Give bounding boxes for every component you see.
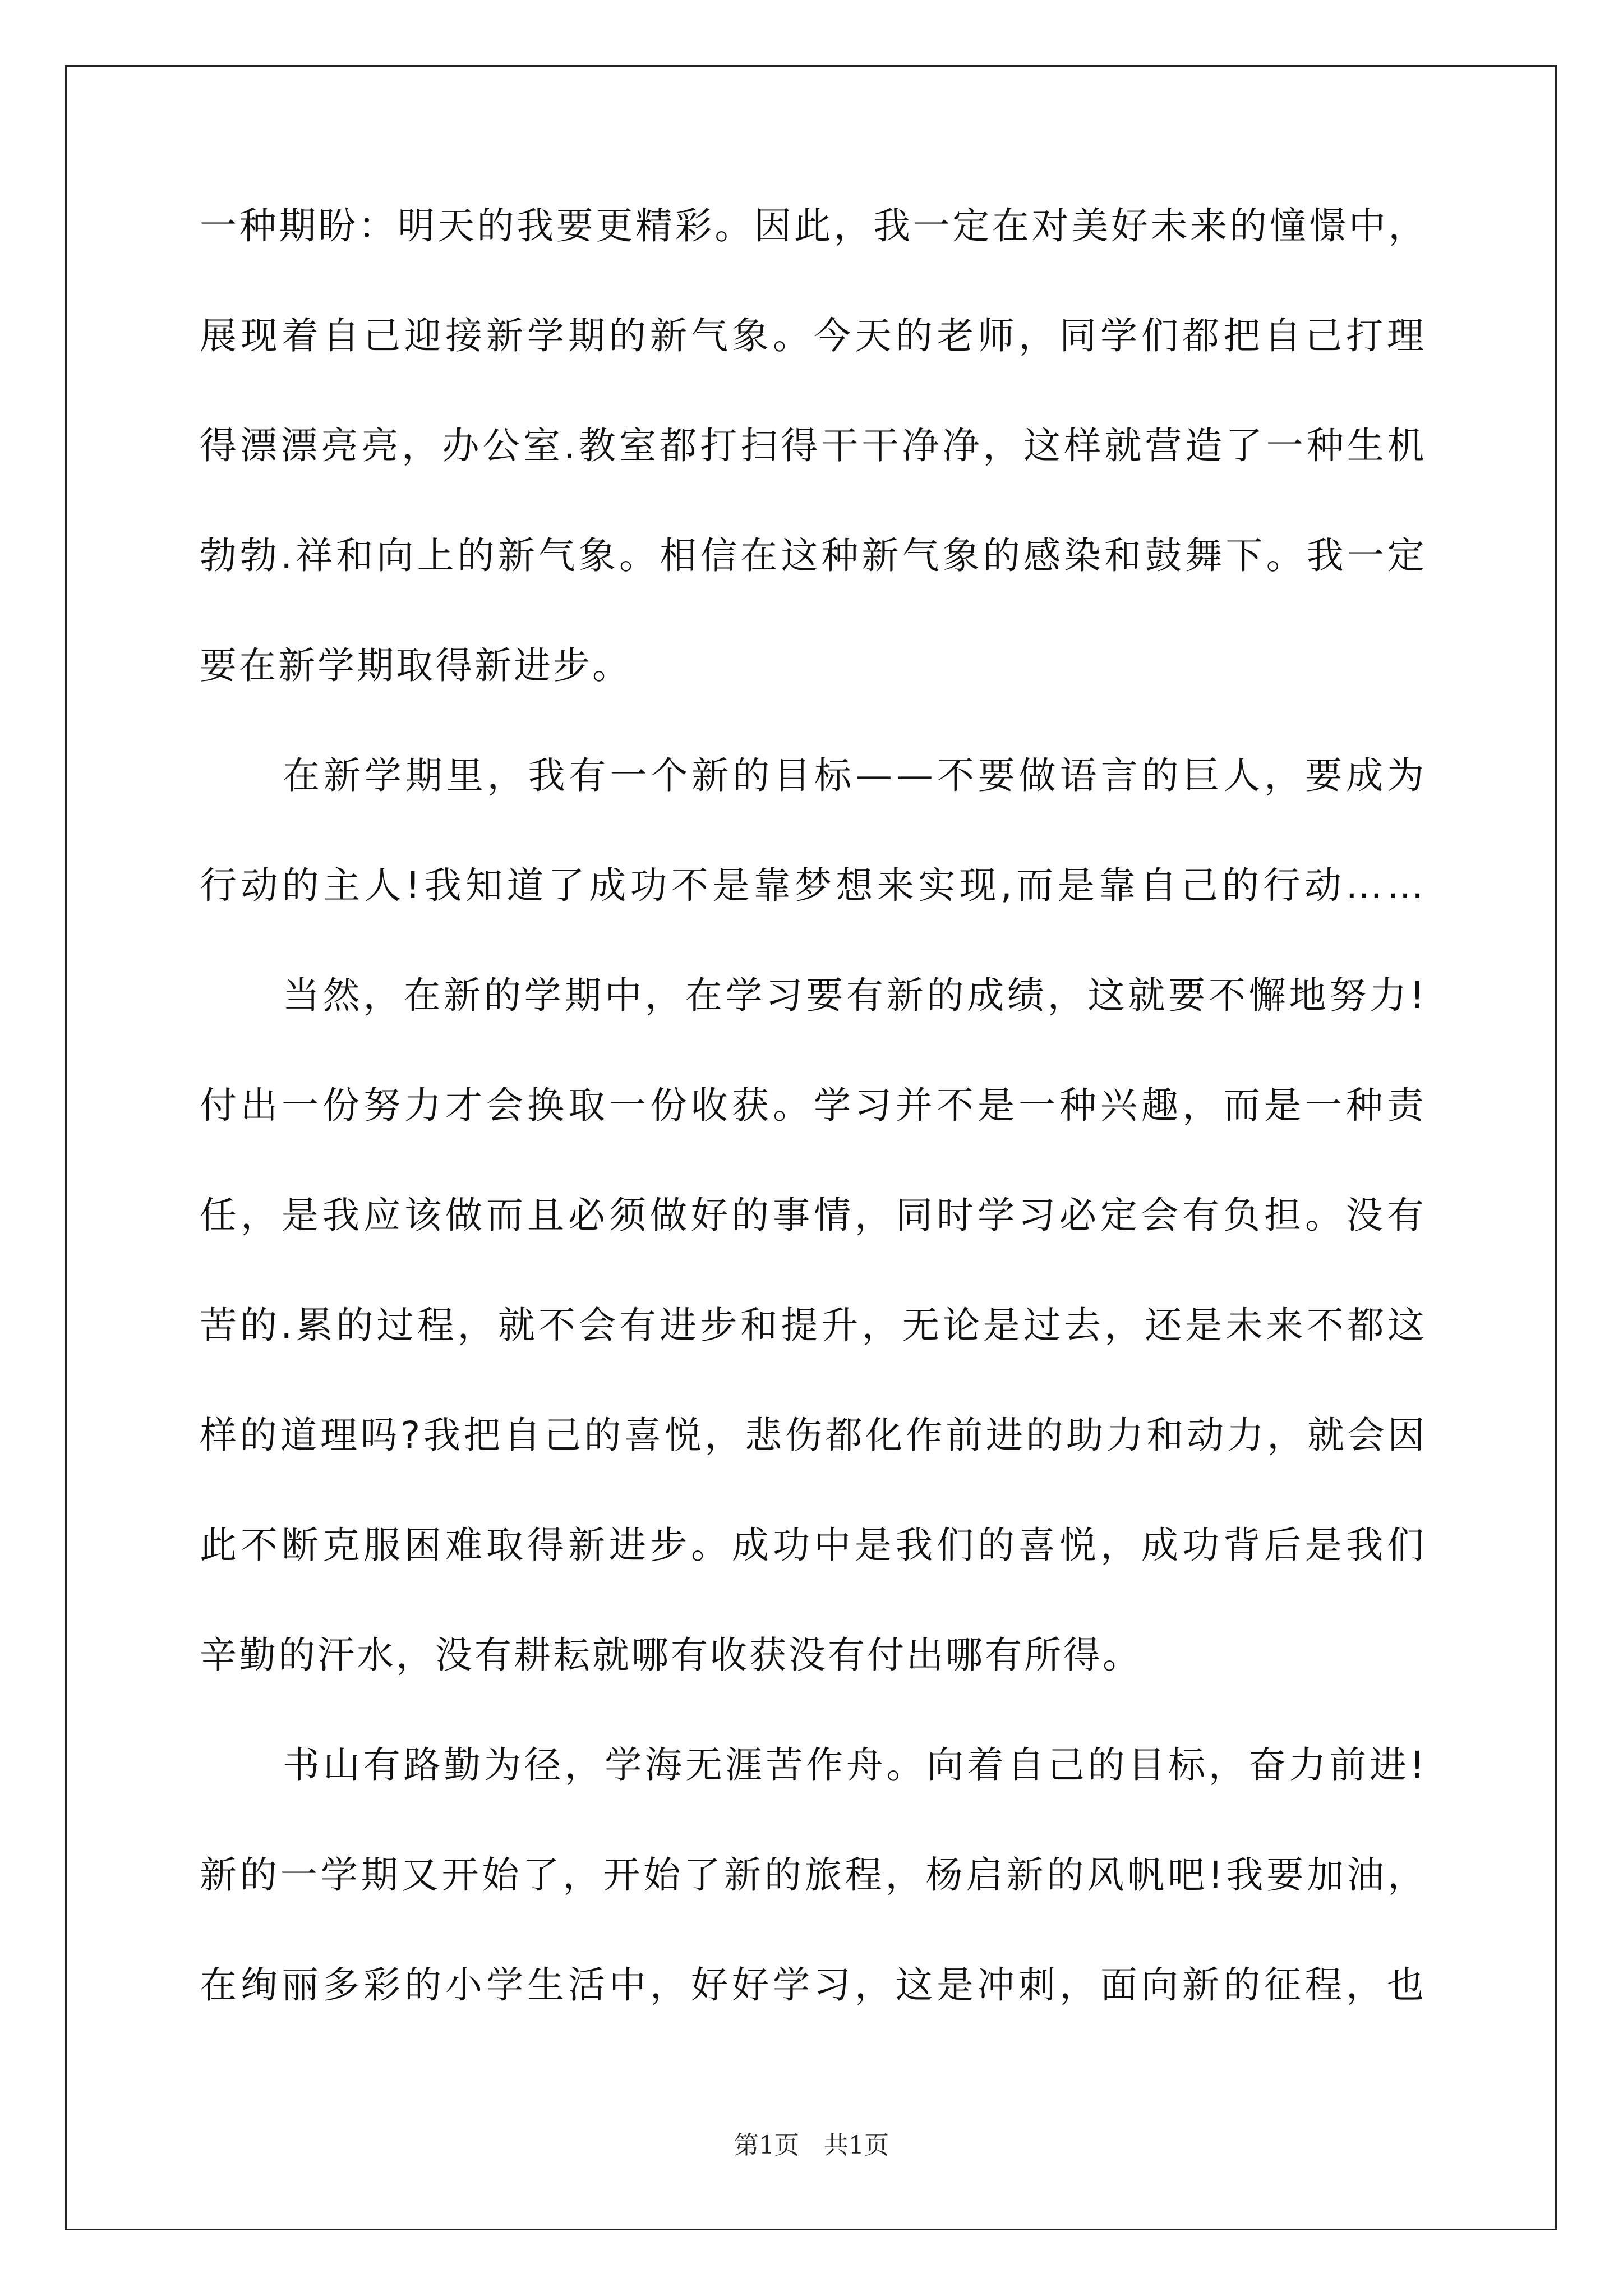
text-line: 要在新学期取得新进步。 [200,644,631,687]
text-line: 样的道理吗?我把自己的喜悦，悲伤都化作前进的助力和动力，就会因 [200,1414,1428,1457]
text-line: 辛勤的汗水，没有耕耘就哪有收获没有付出哪有所得。 [200,1634,1142,1677]
paragraph-start-line: 当然，在新的学期中，在学习要有新的成绩，这就要不懈地努力! [283,974,1428,1017]
document-body [200,204,1428,2077]
text-line: 付出一份努力才会换取一份收获。学习并不是一种兴趣，而是一种责 [200,1084,1428,1127]
text-line: 此不断克服困难取得新进步。成功中是我们的喜悦，成功背后是我们 [200,1524,1428,1567]
text-line: 苦的.累的过程，就不会有进步和提升，无论是过去，还是未来不都这 [200,1304,1428,1347]
page-footer [0,2125,1623,2161]
text-line: 任，是我应该做而且必须做好的事情，同时学习必定会有负担。没有 [200,1194,1428,1237]
page-number-label: 第1页 共1页 [734,2131,889,2160]
text-line: 行动的主人!我知道了成功不是靠梦想来实现,而是靠自己的行动…… [200,864,1428,907]
text-line: 展现着自己迎接新学期的新气象。今天的老师，同学们都把自己打理 [200,314,1428,357]
text-line: 得漂漂亮亮，办公室.教室都打扫得干干净净，这样就营造了一种生机 [200,424,1428,467]
text-line: 勃勃.祥和向上的新气象。相信在这种新气象的感染和鼓舞下。我一定 [200,534,1428,577]
paragraph-start-line: 书山有路勤为径，学海无涯苦作舟。向着自己的目标，奋力前进! [283,1743,1428,1787]
text-line: 新的一学期又开始了，开始了新的旅程，杨启新的风帆吧!我要加油， [200,1853,1428,1897]
text-line: 一种期盼：明天的我要更精彩。因此，我一定在对美好未来的憧憬中， [200,204,1428,247]
paragraph-start-line: 在新学期里，我有一个新的目标——不要做语言的巨人，要成为 [283,754,1428,797]
text-line: 在绚丽多彩的小学生活中，好好学习，这是冲刺，面向新的征程，也 [200,1963,1428,2007]
